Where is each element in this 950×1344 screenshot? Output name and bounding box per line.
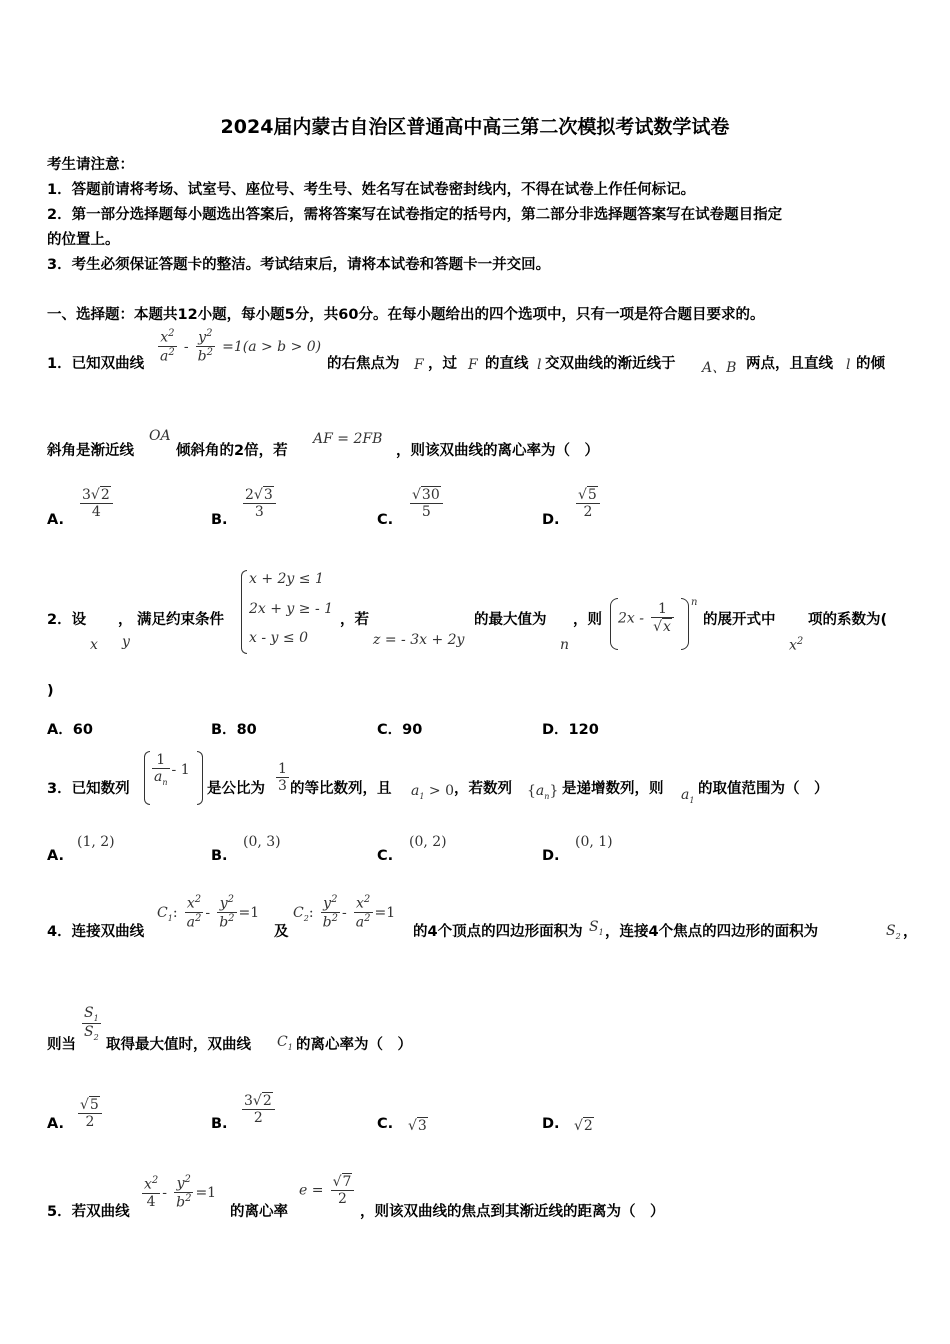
q2-text-2: ，若 (340, 612, 369, 628)
q3-option-a-value[interactable]: (1, 2) (77, 834, 115, 850)
q2-text-4: ，则 (573, 612, 602, 628)
q1-text-2: ，过 (428, 356, 457, 372)
q4-option-b-label[interactable]: B. (211, 1116, 228, 1132)
notice-item-2: 2．第一部分选择题每小题选出答案后，需将答案写在试卷指定的括号内，第二部分非选择题答案写在试卷题目指定 (47, 207, 783, 223)
q3-option-d-value[interactable]: (0, 1) (575, 834, 613, 850)
q3-prefix: 3．已知数列 (47, 781, 130, 797)
q3-a1: $a_1$ (681, 787, 695, 805)
q1-oa: OA (149, 428, 171, 444)
q3-text-4: 是递增数列，则 (562, 781, 664, 797)
q3-set-brace-right (197, 751, 203, 805)
q2-var-x: x (90, 637, 98, 653)
q4-line2-b: 取得最大值时，双曲线 (106, 1037, 251, 1053)
q1-text-1: 的右焦点为 (327, 356, 400, 372)
q2-text-6: 项的系数为( (808, 612, 888, 628)
q2-objective: z = - 3x + 2y (373, 632, 465, 648)
q3-option-d-label[interactable]: D. (542, 848, 560, 864)
q2-option-a[interactable]: A．60 (47, 722, 93, 738)
q2-paren-right (681, 598, 689, 650)
q4-text-2: 的4个顶点的四边形面积为 (413, 924, 583, 940)
q4-text-4: ， (903, 924, 918, 940)
q1-hyperbola-eq: $\frac{x^2}{a^2}$ - $\frac{y^2}{b^2}$ =1(a > b > 0) (160, 328, 322, 365)
q1-condition: =1(a > b > 0) (222, 338, 322, 355)
q4-option-c-value[interactable]: √3 (408, 1118, 427, 1134)
q3-option-c-value[interactable]: (0, 2) (409, 834, 447, 850)
q4-line2-a: 则当 (47, 1037, 76, 1053)
q4-option-b-value[interactable]: $\frac{3√2}{2}$ (240, 1092, 277, 1126)
q2-constraint-3: x - y ≤ 0 (249, 630, 308, 646)
q1-text-6: 的倾 (856, 356, 885, 372)
q1-text-3: 的直线 (485, 356, 529, 372)
q3-option-b-value[interactable]: (0, 3) (243, 834, 281, 850)
q3-option-b-label[interactable]: B. (211, 848, 228, 864)
q1-line-l-2: l (846, 357, 851, 373)
q3-sequence-expr: $\frac{1}{a_n}$ - 1 (154, 752, 190, 787)
q5-hyperbola-eq: $\frac{x^2}{4}$ - $\frac{y^2}{b^2}$ =1 (144, 1174, 217, 1211)
q1-text-5: 两点，且直线 (746, 356, 833, 372)
q2-constraint-2: 2x + y ≥ - 1 (249, 601, 334, 617)
q4-c1: $C_1$ (277, 1034, 293, 1052)
q3-ratio: $\frac{1}{3}$ (278, 761, 287, 795)
page-title: 2024届内蒙古自治区普通高中高三第二次模拟考试数学试卷 (220, 116, 730, 138)
q2-text-1: 满足约束条件 (137, 612, 224, 628)
q2-close-paren: ) (47, 683, 54, 699)
q5-eccentricity: e = $\frac{√7}{2}$ (299, 1173, 356, 1207)
q3-sequence-an: $\{a_n\}$ (527, 783, 559, 801)
q5-prefix: 5．若双曲线 (47, 1204, 130, 1220)
q1-option-a-label[interactable]: A. (47, 512, 64, 528)
q2-option-b[interactable]: B．80 (211, 722, 257, 738)
q4-option-d-label[interactable]: D. (542, 1116, 560, 1132)
q2-text-5: 的展开式中 (703, 612, 776, 628)
q2-option-d[interactable]: D．120 (542, 722, 599, 738)
q1-option-c-label[interactable]: C. (377, 512, 394, 528)
q2-text-3: 的最大值为 (474, 612, 547, 628)
q2-paren-left (610, 598, 618, 650)
notice-item-2-cont: 的位置上。 (47, 232, 120, 248)
q1-focus-2: F (468, 357, 478, 373)
q1-line2-a: 斜角是渐近线 (47, 443, 134, 459)
q2-option-c[interactable]: C．90 (377, 722, 423, 738)
q1-points: A、B (702, 360, 737, 376)
q3-text-2: 的等比数列，且 (290, 781, 392, 797)
q4-s1: $S_1$ (589, 919, 604, 937)
q2-prefix: 2．设 (47, 612, 87, 628)
q2-term-x2: $x^2$ (789, 636, 804, 654)
q4-ratio-s1-s2: $\frac{S_1}{S_2}$ (84, 1005, 99, 1042)
q5-text-1: 的离心率 (230, 1204, 288, 1220)
notice-header: 考生请注意： (47, 157, 134, 173)
q4-s2: $S_2$ (886, 923, 901, 941)
q1-focus: F (414, 357, 424, 373)
q4-line2-c: 的离心率为（ ） (296, 1037, 412, 1053)
section-heading: 一、选择题：本题共12小题，每小题5分，共60分。在每小题给出的四个选项中，只有一项是符合题目要求的。 (47, 307, 765, 323)
q4-hyperbola-c2: $C_2$: $\frac{y^2}{b^2}$ - $\frac{x^2}{a^2}$ =1 (293, 894, 396, 931)
q2-var-y: y (122, 634, 130, 650)
q2-var-n: n (560, 637, 570, 653)
q3-option-c-label[interactable]: C. (377, 848, 394, 864)
q1-option-d-label[interactable]: D. (542, 512, 560, 528)
q4-prefix: 4．连接双曲线 (47, 924, 145, 940)
q4-option-d-value[interactable]: √2 (574, 1118, 593, 1134)
notice-item-3: 3．考生必须保证答题卡的整洁。考试结束后，请将本试卷和答题卡一并交回。 (47, 257, 551, 273)
q2-constraint-1: x + 2y ≤ 1 (249, 571, 324, 587)
q4-option-c-label[interactable]: C. (377, 1116, 394, 1132)
q1-option-a-value[interactable]: $\frac{3√2}{4}$ (78, 486, 115, 520)
q1-option-b-value[interactable]: $\frac{2√3}{3}$ (241, 486, 278, 520)
q1-prefix: 1．已知双曲线 (47, 356, 145, 372)
q4-option-a-label[interactable]: A. (47, 1116, 64, 1132)
q5-text-2: ，则该双曲线的焦点到其渐近线的距离为（ ） (360, 1204, 665, 1220)
q4-text-1: 及 (274, 924, 289, 940)
q2-binomial: 2x - $\frac{1}{√x}$ (618, 601, 676, 635)
q1-option-c-value[interactable]: $\frac{√30}{5}$ (408, 486, 445, 520)
q3-text-1: 是公比为 (207, 781, 265, 797)
q3-a1-positive: $a_1 > 0$ (411, 783, 454, 801)
q1-vector-condition: AF = 2FB (313, 431, 383, 447)
q1-option-b-label[interactable]: B. (211, 512, 228, 528)
q4-option-a-value[interactable]: $\frac{√5}{2}$ (76, 1096, 104, 1130)
q4-text-3: ，连接4个焦点的四边形的面积为 (605, 924, 819, 940)
notice-item-1: 1．答题前请将考场、试室号、座位号、考生号、姓名写在试卷密封线内，不得在试卷上作任何标记。 (47, 182, 696, 198)
q2-system-brace (241, 570, 247, 654)
q1-line2-c: ，则该双曲线的离心率为（ ） (396, 443, 599, 459)
q2-exponent-n: n (691, 597, 698, 608)
q1-text-4: 交双曲线的渐近线于 (545, 356, 676, 372)
q2-comma: ， (118, 612, 133, 628)
q3-text-3: ，若数列 (454, 781, 512, 797)
q4-hyperbola-c1: $C_1$: $\frac{x^2}{a^2}$ - $\frac{y^2}{b^2}$ =1 (157, 894, 260, 931)
q1-option-d-value[interactable]: $\frac{√5}{2}$ (574, 486, 602, 520)
q1-line2-b: 倾斜角的2倍，若 (176, 443, 288, 459)
q1-line-l: l (537, 357, 542, 373)
q3-option-a-label[interactable]: A. (47, 848, 64, 864)
q3-text-5: 的取值范围为（ ） (698, 781, 829, 797)
